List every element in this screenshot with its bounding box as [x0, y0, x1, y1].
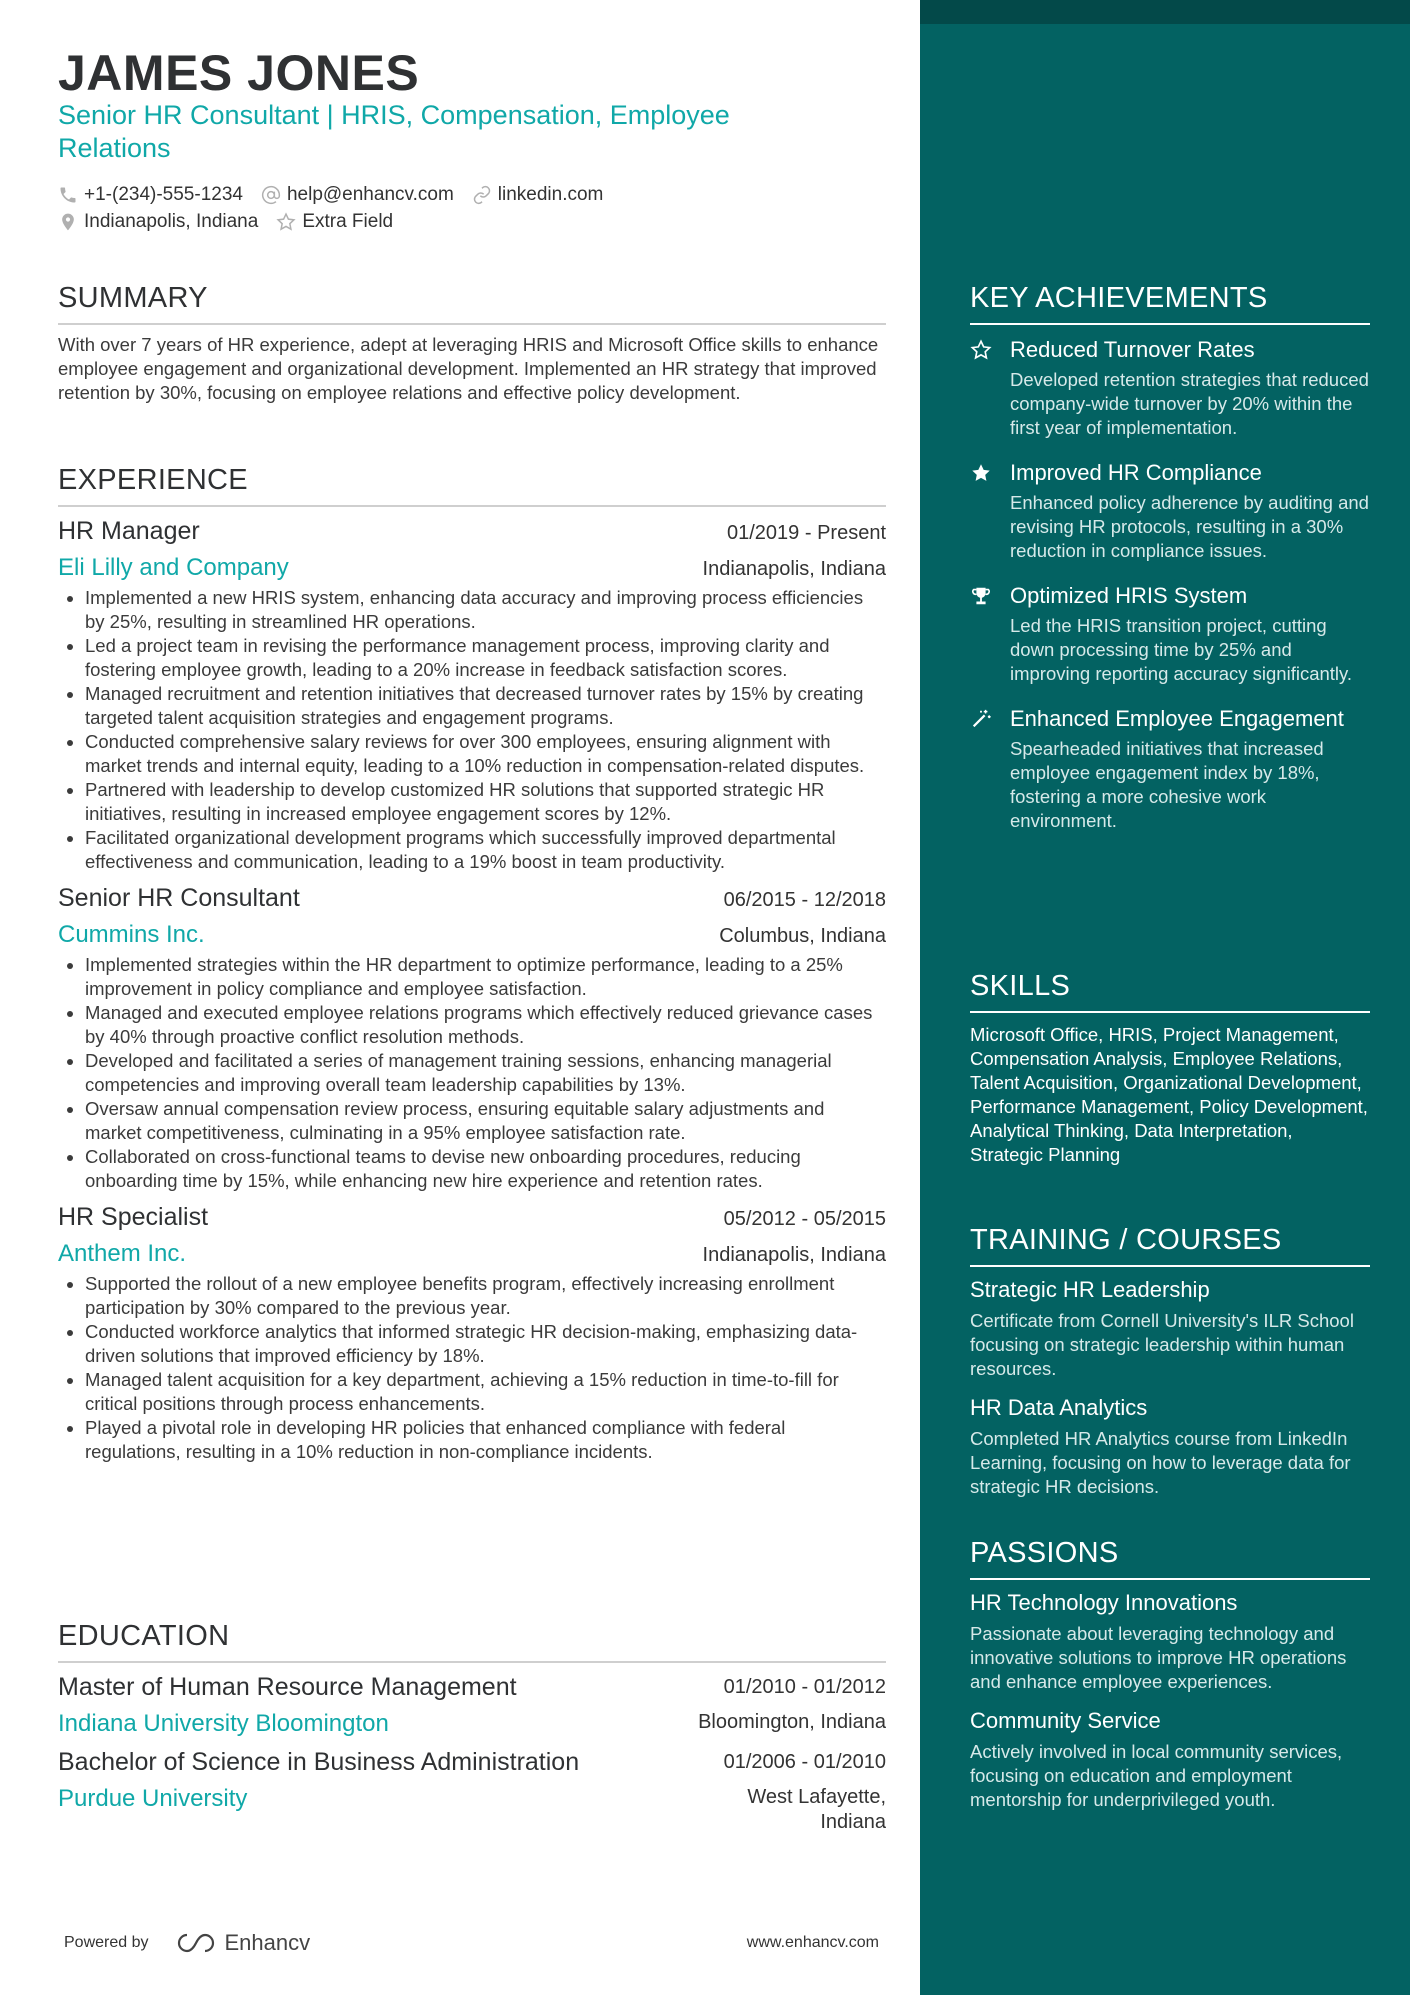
summary-section — [58, 282, 886, 405]
achievement-item — [970, 581, 1370, 686]
job-company: Eli Lilly and Company — [58, 554, 289, 581]
key-achievements-heading: KEY ACHIEVEMENTS — [970, 282, 1370, 325]
passion-item — [970, 1590, 1370, 1694]
job-entry — [58, 884, 886, 1193]
email-text: help@enhancv.com — [286, 183, 454, 205]
job-title: HR Specialist — [58, 1203, 209, 1231]
job-bullets — [58, 1272, 886, 1464]
passion-desc: Passionate about leveraging technology and innovative solutions to improve HR operations and enhance employee experiences. — [970, 1623, 1347, 1692]
job-location: Columbus, Indiana — [719, 925, 886, 947]
powered-by — [64, 1930, 310, 1956]
bullet-item: • Facilitated organizational development programs which successfully improved departmental effectiveness and communication, leading to a 19% boost in team productivity. — [85, 826, 886, 874]
job-location: Indianapolis, Indiana — [702, 558, 886, 580]
job-date: 01/2019 - Present — [727, 522, 886, 544]
phone-text: +1-(234)-555-1234 — [84, 183, 243, 205]
footer — [64, 1930, 879, 1956]
education-entry — [58, 1748, 886, 1835]
training-desc: Certificate from Cornell University's ILR School focusing on strategic leadership within human resources. — [970, 1310, 1354, 1379]
school-name: Purdue University — [58, 1785, 248, 1812]
magic-wand-icon — [970, 708, 992, 730]
passion-desc: Actively involved in local community services, focusing on education and employment mentorship for underprivileged youth. — [970, 1741, 1343, 1810]
bullet-item: • Conducted workforce analytics that informed strategic HR decision-making, emphasizing data-driven solutions that improved efficiency by 18%. — [85, 1320, 886, 1368]
website-link[interactable]: www.enhancv.com — [746, 1934, 879, 1951]
candidate-title: Senior HR Consultant | HRIS, Compensation, Employee Relations — [58, 100, 730, 163]
job-entry — [58, 517, 886, 874]
experience-heading: EXPERIENCE — [58, 464, 886, 507]
candidate-name: JAMES JONES — [58, 45, 420, 101]
achievement-desc: Spearheaded initiatives that increased employee engagement index by 18%, fostering a more cohesive work environment. — [1010, 738, 1324, 831]
powered-by-label: Powered by — [64, 1934, 149, 1951]
skills-heading: SKILLS — [970, 970, 1370, 1013]
at-icon — [261, 185, 281, 205]
job-company: Cummins Inc. — [58, 921, 205, 948]
job-date: 06/2015 - 12/2018 — [723, 889, 886, 911]
achievement-item — [970, 704, 1370, 833]
achievement-title: Optimized HRIS System — [1010, 583, 1248, 608]
phone-contact[interactable] — [58, 184, 243, 206]
link-icon — [472, 185, 492, 205]
bullet-item: • Partnered with leadership to develop customized HR solutions that supported strategic HR initiatives, resulting in increased employee engagement scores by 12%. — [85, 778, 886, 826]
job-date: 05/2012 - 05/2015 — [723, 1208, 886, 1230]
job-entry — [58, 1203, 886, 1464]
education-heading: EDUCATION — [58, 1620, 886, 1663]
job-company: Anthem Inc. — [58, 1240, 187, 1267]
passion-item — [970, 1708, 1370, 1812]
bullet-item: • Collaborated on cross-functional teams to devise new onboarding procedures, reducing onboarding time by 15%, while enhancing new hire experience and retention rates. — [85, 1145, 886, 1193]
location-contact — [58, 211, 258, 233]
summary-text: With over 7 years of HR experience, adept at leveraging HRIS and Microsoft Office skills to enhance employee engagement and organizational development. Implemented an HR strategy that improved retention by 30%, focusing on employee relations and effective policy development. — [58, 334, 879, 403]
achievement-desc: Led the HRIS transition project, cutting down processing time by 25% and improving reporting accuracy significantly. — [1010, 615, 1353, 684]
training-heading: TRAINING / COURSES — [970, 1224, 1370, 1267]
summary-heading: SUMMARY — [58, 282, 886, 325]
training-item — [970, 1277, 1370, 1381]
skills-list: Microsoft Office, HRIS, Project Management, Compensation Analysis, Employee Relations, Talent Acquisition, Organizational Development, Performance Management, Policy Development, Analytical Thinking, Data Interpretation, Strategic Planning — [970, 1024, 1368, 1165]
bullet-item: • Oversaw annual compensation review process, ensuring equitable salary adjustments and market competitiveness, culminating in a 95% employee satisfaction rate. — [85, 1097, 886, 1145]
bullet-item: • Managed and executed employee relations programs which effectively reduced grievance cases by 40% through proactive conflict resolution methods. — [85, 1001, 886, 1049]
experience-section — [58, 464, 886, 1464]
education-date: 01/2006 - 01/2010 — [723, 1751, 886, 1773]
skills-section — [970, 970, 1370, 1167]
achievement-desc: Developed retention strategies that reduced company-wide turnover by 20% within the first year of implementation. — [1010, 369, 1369, 438]
star-outline-icon — [276, 212, 296, 232]
contact-info — [58, 181, 818, 235]
achievement-item — [970, 458, 1370, 563]
location-text: Indianapolis, Indiana — [84, 210, 259, 232]
achievement-title: Reduced Turnover Rates — [1010, 337, 1255, 362]
bullet-item: • Supported the rollout of a new employee benefits program, effectively increasing enrollment participation by 30% compared to the previous year. — [85, 1272, 886, 1320]
extra-field-text: Extra Field — [302, 210, 394, 232]
star-outline-icon — [970, 339, 992, 361]
training-title: Strategic HR Leadership — [970, 1277, 1210, 1302]
bullet-item: • Implemented a new HRIS system, enhancing data accuracy and improving process efficiencies by 25%, resulting in streamlined HR operations. — [85, 586, 886, 634]
training-title: HR Data Analytics — [970, 1395, 1148, 1420]
passions-section — [970, 1537, 1370, 1812]
job-bullets — [58, 953, 886, 1193]
enhancv-logo-icon — [173, 1931, 219, 1955]
bullet-item: • Managed recruitment and retention initiatives that decreased turnover rates by 15% by creating targeted talent acquisition strategies and engagement programs. — [85, 682, 886, 730]
job-title: Senior HR Consultant — [58, 884, 300, 912]
passions-heading: PASSIONS — [970, 1537, 1370, 1580]
degree-title: Bachelor of Science in Business Administration — [58, 1748, 580, 1776]
school-location: West Lafayette, Indiana — [747, 1786, 886, 1833]
location-pin-icon — [58, 212, 78, 232]
job-bullets — [58, 586, 886, 874]
passion-title: HR Technology Innovations — [970, 1590, 1238, 1615]
bullet-item: • Led a project team in revising the performance management process, improving clarity and fostering employee growth, leading to a 20% increase in feedback satisfaction scores. — [85, 634, 886, 682]
education-date: 01/2010 - 01/2012 — [723, 1676, 886, 1698]
enhancv-logo[interactable] — [173, 1930, 311, 1956]
education-section — [58, 1620, 886, 1835]
bullet-item: • Managed talent acquisition for a key department, achieving a 15% reduction in time-to-fill for critical positions through process enhancements. — [85, 1368, 886, 1416]
linkedin-text: linkedin.com — [497, 183, 604, 205]
education-entry — [58, 1673, 886, 1738]
bullet-item: • Developed and facilitated a series of management training sessions, enhancing managerial competencies and improving overall team leadership capabilities by 13%. — [85, 1049, 886, 1097]
training-desc: Completed HR Analytics course from LinkedIn Learning, focusing on how to leverage data for strategic HR decisions. — [970, 1428, 1351, 1497]
phone-icon — [58, 185, 78, 205]
training-section — [970, 1224, 1370, 1499]
bullet-item: • Conducted comprehensive salary reviews for over 300 employees, ensuring alignment with market trends and internal equity, leading to a 10% reduction in compensation-related disputes. — [85, 730, 886, 778]
email-contact[interactable] — [261, 184, 454, 206]
job-title: HR Manager — [58, 517, 200, 545]
bullet-item: • Played a pivotal role in developing HR policies that enhanced compliance with federal regulations, resulting in a 10% reduction in non-compliance incidents. — [85, 1416, 886, 1464]
sidebar — [920, 0, 1410, 1995]
linkedin-contact[interactable] — [472, 184, 604, 206]
enhancv-brand-text: Enhancv — [224, 1930, 311, 1955]
key-achievements-section — [970, 282, 1370, 833]
achievement-desc: Enhanced policy adherence by auditing and revising HR protocols, resulting in a 30% reduction in compliance issues. — [1010, 492, 1369, 561]
degree-title: Master of Human Resource Management — [58, 1673, 517, 1701]
school-name: Indiana University Bloomington — [58, 1710, 389, 1737]
trophy-icon — [970, 585, 992, 607]
star-filled-icon — [970, 462, 992, 484]
extra-field — [276, 211, 393, 233]
passion-title: Community Service — [970, 1708, 1161, 1733]
achievement-title: Improved HR Compliance — [1010, 460, 1262, 485]
school-location: Bloomington, Indiana — [698, 1711, 886, 1733]
training-item — [970, 1395, 1370, 1499]
sidebar-top-bar — [920, 0, 1410, 24]
achievement-item — [970, 335, 1370, 440]
bullet-item: • Implemented strategies within the HR department to optimize performance, leading to a 25% improvement in policy compliance and employee satisfaction. — [85, 953, 886, 1001]
job-location: Indianapolis, Indiana — [702, 1244, 886, 1266]
achievement-title: Enhanced Employee Engagement — [1010, 706, 1344, 731]
